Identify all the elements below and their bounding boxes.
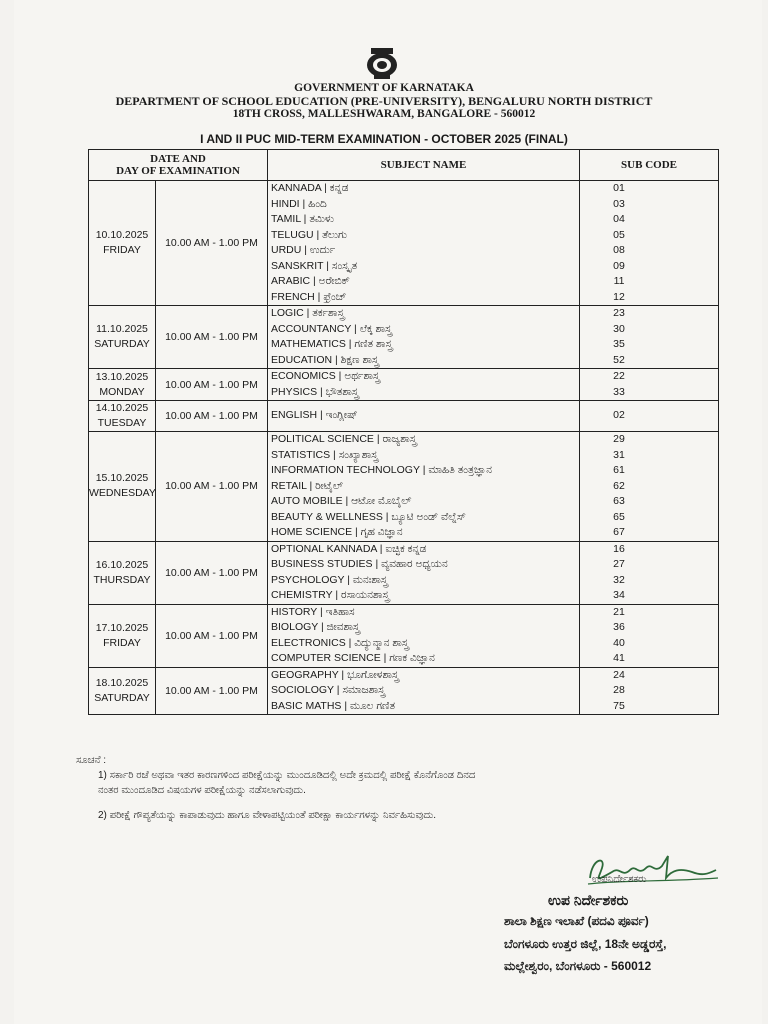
subject-name: OPTIONAL KANNADA | ಐಚ್ಛಿಕ ಕನ್ನಡ (271, 542, 427, 555)
exam-date: 17.10.2025 (95, 621, 149, 634)
subject-code: 01 (613, 182, 625, 194)
subject-code: 41 (613, 652, 625, 664)
subject-name: HINDI | ಹಿಂದಿ (271, 197, 327, 210)
exam-day: THURSDAY (93, 573, 151, 586)
table-row (89, 181, 719, 306)
subject-name: KANNADA | ಕನ್ನಡ (271, 182, 349, 194)
date-column-header (89, 150, 268, 181)
subject-code: 09 (613, 259, 625, 272)
subject-name: SANSKRIT | ಸಂಸ್ಕೃತ (271, 259, 358, 272)
exam-day: SATURDAY (94, 338, 150, 350)
subject-name: FRENCH | ಫ್ರೆಂಚ್ (271, 290, 347, 303)
exam-day: SATURDAY (94, 691, 150, 704)
subject-column-header: SUBJECT NAME (268, 150, 580, 181)
subject-name: PSYCHOLOGY | ಮನಃಶಾಸ್ತ್ರ (271, 573, 388, 586)
exam-date-cell (89, 667, 156, 715)
subject-code: 61 (613, 464, 625, 476)
codes-cell (580, 604, 719, 667)
table-row (89, 432, 719, 542)
exam-date-cell (89, 401, 156, 432)
department-heading: DEPARTMENT OF SCHOOL EDUCATION (PRE-UNIVERSITY), BENGALURU NORTH DISTRICT (115, 94, 653, 108)
subject-name: CHEMISTRY | ರಸಾಯನಶಾಸ್ತ್ರ (271, 589, 390, 601)
exam-date: 16.10.2025 (95, 558, 149, 571)
exam-day: MONDAY (99, 385, 145, 398)
subject-code: 33 (613, 385, 625, 398)
codes-cell (580, 401, 719, 432)
codes-cell (580, 306, 719, 369)
exam-date-cell (89, 432, 156, 542)
subject-code: 24 (613, 668, 625, 681)
exam-date-cell (89, 181, 156, 306)
code-column-header: SUB CODE (580, 150, 719, 181)
subject-name: HOME SCIENCE | ಗೃಹ ವಿಜ್ಞಾನ (271, 526, 403, 538)
subject-name: MATHEMATICS | ಗಣಿತ ಶಾಸ್ತ್ರ (271, 338, 393, 350)
subject-code: 02 (613, 409, 625, 422)
exam-time: 10.00 AM - 1.00 PM (156, 401, 268, 432)
exam-date-cell (89, 306, 156, 369)
subject-name: RETAIL | ರೀಟೈಲ್ (271, 479, 344, 492)
subject-code: 04 (613, 213, 625, 225)
exam-day: WEDNESDAY (89, 487, 156, 500)
exam-date: 10.10.2025 (95, 229, 149, 241)
exam-time: 10.00 AM - 1.00 PM (156, 541, 268, 604)
subject-name: BEAUTY & WELLNESS | ಬ್ಯೂಟಿ ಅಂಡ್ ವೆಲ್ನೆಸ್ (271, 510, 466, 523)
subject-name: BASIC MATHS | ಮೂಲ ಗಣಿತ (271, 699, 396, 712)
codes-cell (580, 541, 719, 604)
subject-code: 23 (613, 307, 625, 319)
timetable (88, 149, 719, 715)
codes-cell (580, 181, 719, 306)
table-row (89, 369, 719, 401)
subject-code: 40 (613, 636, 625, 649)
note-1-line-1: 1) ಸರ್ಕಾರಿ ರಜೆ ಅಥವಾ ಇತರ ಕಾರಣಗಳಿಂದ ಪರೀಕ್ಷೆಯನ್ನು ಮುಂದೂಡಿದಲ್ಲಿ ಅದೇ ಕ್ರಮದಲ್ಲಿ ಪರೀಕ್ಷೆ ಕೊನೆಗೊಂಡ ದಿನದ (98, 770, 476, 781)
officer-title: ಉಪ ನಿರ್ದೇಶಕರು (548, 892, 629, 908)
subject-code: 03 (613, 197, 625, 210)
subject-code: 34 (613, 589, 625, 601)
subject-code: 31 (613, 448, 625, 461)
subject-code: 27 (613, 558, 625, 570)
subject-name: COMPUTER SCIENCE | ಗಣಕ ವಿಜ್ಞಾನ (271, 652, 435, 664)
subject-name: TELUGU | ತೆಲುಗು (271, 228, 347, 241)
table-row (89, 604, 719, 667)
exam-day: FRIDAY (103, 636, 141, 649)
subjects-cell (268, 369, 580, 401)
subject-code: 28 (613, 684, 625, 696)
exam-title: I AND II PUC MID-TERM EXAMINATION - OCTOBER 2025 (FINAL) (200, 132, 568, 146)
subject-name: BUSINESS STUDIES | ವ್ಯವಹಾರ ಅಧ್ಯಯನ (271, 558, 448, 570)
subject-code: 52 (613, 353, 625, 366)
notes-title: ಸೂಚನೆ : (76, 755, 107, 766)
subjects-cell (268, 306, 580, 369)
karnataka-emblem-icon (363, 46, 401, 80)
codes-cell (580, 667, 719, 715)
subject-name: POLITICAL SCIENCE | ರಾಜ್ಯಶಾಸ್ತ್ರ (271, 433, 417, 445)
table-header-row (89, 150, 719, 181)
subject-code: 21 (613, 605, 625, 618)
subject-code: 32 (613, 573, 625, 586)
subject-name: LOGIC | ತರ್ಕಶಾಸ್ತ್ರ (271, 307, 345, 319)
subject-code: 16 (613, 542, 625, 555)
subject-name: ELECTRONICS | ವಿದ್ಯುನ್ಮಾನ ಶಾಸ್ತ್ರ (271, 636, 409, 649)
subject-name: ARABIC | ಅರೇಬಿಕ್ (271, 275, 350, 287)
subject-code: 05 (613, 228, 625, 241)
exam-day: TUESDAY (97, 417, 147, 429)
exam-date-cell (89, 604, 156, 667)
govt-heading: GOVERNMENT OF KARNATAKA (294, 82, 474, 94)
subjects-cell (268, 401, 580, 432)
note-1-line-2: ನಂತರ ಮುಂದೂಡಿದ ವಿಷಯಗಳ ಪರೀಕ್ಷೆಯನ್ನು ನಡೆಸಲಾಗುವುದು. (98, 785, 306, 796)
subject-name: ENGLISH | ಇಂಗ್ಲೀಷ್ (271, 409, 358, 422)
subject-code: 08 (613, 244, 625, 256)
subject-code: 22 (613, 370, 625, 382)
officer-line-1: ಶಾಲಾ ಶಿಕ್ಷಣ ಇಲಾಖೆ (ಪದವಿ ಪೂರ್ವ) (504, 914, 649, 928)
subject-name: ECONOMICS | ಅರ್ಥಶಾಸ್ತ್ರ (271, 370, 380, 382)
officer-line-3: ಮಲ್ಲೇಶ್ವರಂ, ಬೆಂಗಳೂರು - 560012 (504, 959, 652, 973)
subject-name: URDU | ಉರ್ದು (271, 244, 336, 256)
table-row (89, 541, 719, 604)
subject-name: HISTORY | ಇತಿಹಾಸ (271, 605, 355, 618)
subject-name: BIOLOGY | ಜೀವಶಾಸ್ತ್ರ (271, 621, 360, 633)
subject-code: 36 (613, 621, 625, 633)
subject-code: 75 (613, 699, 625, 712)
subject-code: 12 (613, 290, 625, 303)
subject-code: 35 (613, 338, 625, 350)
subjects-cell (268, 667, 580, 715)
subject-code: 30 (613, 322, 625, 335)
exam-time: 10.00 AM - 1.00 PM (156, 604, 268, 667)
exam-time: 10.00 AM - 1.00 PM (156, 181, 268, 306)
exam-date: 11.10.2025 (96, 323, 148, 335)
exam-time: 10.00 AM - 1.00 PM (156, 667, 268, 715)
officer-line-2: ಬೆಂಗಳೂರು ಉತ್ತರ ಜಿಲ್ಲೆ, 18ನೇ ಅಡ್ಡರಸ್ತೆ, (504, 937, 667, 951)
subjects-cell (268, 604, 580, 667)
subject-name: PHYSICS | ಭೌತಶಾಸ್ತ್ರ (271, 385, 359, 398)
codes-cell (580, 369, 719, 401)
subject-code: 63 (613, 495, 625, 507)
exam-date: 13.10.2025 (95, 370, 149, 383)
date-header-line1: DATE AND (150, 153, 206, 165)
table-row (89, 306, 719, 369)
exam-date: 18.10.2025 (95, 676, 149, 689)
subject-name: STATISTICS | ಸಂಖ್ಯಾಶಾಸ್ತ್ರ (271, 448, 378, 461)
exam-date: 15.10.2025 (95, 472, 149, 485)
subject-name: EDUCATION | ಶಿಕ್ಷಣ ಶಾಸ್ತ್ರ (271, 353, 379, 366)
table-row (89, 401, 719, 432)
subject-code: 67 (613, 526, 625, 538)
subject-code: 11 (613, 275, 625, 287)
subjects-cell (268, 541, 580, 604)
subject-name: ACCOUNTANCY | ಲೆಕ್ಕ ಶಾಸ್ತ್ರ (271, 322, 392, 335)
exam-time: 10.00 AM - 1.00 PM (156, 432, 268, 542)
subject-code: 29 (613, 433, 625, 445)
exam-date-cell (89, 369, 156, 401)
subject-name: GEOGRAPHY | ಭೂಗೋಳಶಾಸ್ತ್ರ (271, 668, 399, 681)
exam-time: 10.00 AM - 1.00 PM (156, 306, 268, 369)
subject-name: SOCIOLOGY | ಸಮಾಜಶಾಸ್ತ್ರ (271, 684, 385, 696)
subjects-cell (268, 181, 580, 306)
exam-date-cell (89, 541, 156, 604)
subjects-cell (268, 432, 580, 542)
subject-code: 65 (613, 510, 625, 523)
exam-day: FRIDAY (103, 244, 141, 256)
subject-name: TAMIL | ತಮಿಳು (271, 213, 334, 225)
table-row (89, 667, 719, 715)
subject-name: AUTO MOBILE | ಆಟೋ ಮೊಬೈಲ್ (271, 495, 412, 507)
exam-time: 10.00 AM - 1.00 PM (156, 369, 268, 401)
exam-date: 14.10.2025 (95, 402, 149, 414)
date-header-line2: DAY OF EXAMINATION (116, 165, 240, 177)
codes-cell (580, 432, 719, 542)
subject-code: 62 (613, 479, 625, 492)
address-heading: 18TH CROSS, MALLESHWARAM, BANGALORE - 560012 (232, 108, 536, 120)
subject-name: INFORMATION TECHNOLOGY | ಮಾಹಿತಿ ತಂತ್ರಜ್ಞಾನ (271, 464, 493, 476)
note-2: 2) ಪರೀಕ್ಷೆ ಗೌಪ್ಯತೆಯನ್ನು ಕಾಪಾಡುವುದು ಹಾಗೂ ವೇಳಾಪಟ್ಟಿಯಂತೆ ಪರೀಕ್ಷಾ ಕಾರ್ಯಗಳನ್ನು ನಿರ್ವಹಿಸುವುದು. (98, 810, 437, 821)
signature-caption: ಉಪನಿರ್ದೇಶಕರು (592, 874, 647, 885)
